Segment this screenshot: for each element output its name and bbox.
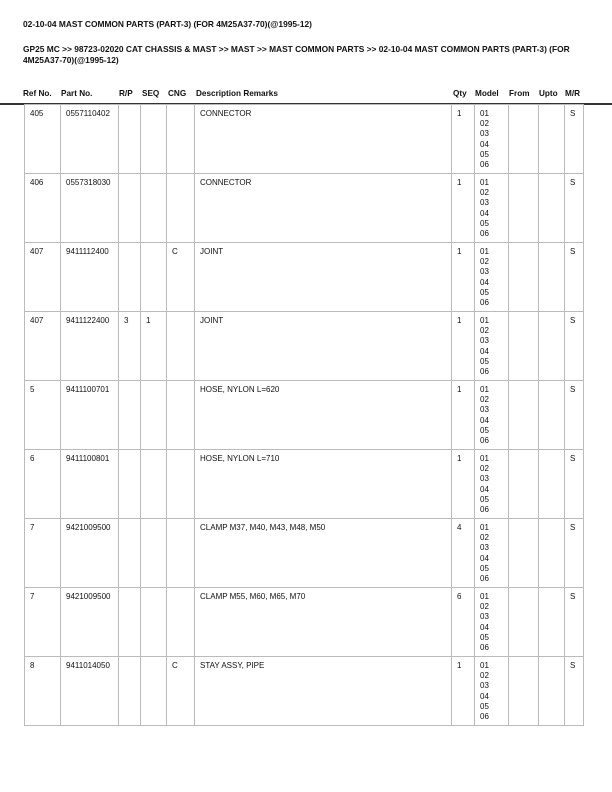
col-from: From — [509, 89, 530, 98]
page-title: 02-10-04 MAST COMMON PARTS (PART-3) (FOR 4M25A37-70)(@1995-12) — [23, 19, 312, 29]
model-code: 06 — [480, 367, 489, 377]
model-code: 01 — [480, 661, 489, 670]
cell-from — [509, 381, 539, 450]
model-code: 04 — [480, 691, 489, 701]
table-row — [25, 312, 584, 381]
cell-seq — [141, 450, 167, 519]
cell-part: 0557318030 — [61, 174, 119, 243]
model-code: 01 — [480, 316, 489, 325]
col-model: Model — [475, 89, 499, 98]
model-code: 04 — [480, 139, 489, 149]
model-code: 03 — [480, 474, 489, 484]
model-code: 04 — [480, 208, 489, 218]
model-code: 04 — [480, 415, 489, 425]
table-row — [25, 381, 584, 450]
cell-upto — [539, 519, 565, 588]
model-code: 05 — [480, 701, 489, 711]
model-code: 06 — [480, 298, 489, 308]
cell-cng: C — [167, 243, 195, 312]
cell-desc: HOSE, NYLON L=710 — [195, 450, 452, 519]
cell-from — [509, 105, 539, 174]
cell-mr: S — [565, 312, 584, 381]
model-code: 02 — [480, 257, 489, 267]
cell-ref: 6 — [25, 450, 61, 519]
cell-ref: 405 — [25, 105, 61, 174]
cell-part: 9411100701 — [61, 381, 119, 450]
cell-desc: STAY ASSY, PIPE — [195, 657, 452, 726]
breadcrumb: GP25 MC >> 98723-02020 CAT CHASSIS & MAST >> MAST >> MAST COMMON PARTS >> 02-10-04 MAST COMMON PARTS (PART-3) (FOR 4M25A37-70)(@1995-12) — [23, 44, 570, 65]
cell-rp — [119, 243, 141, 312]
col-qty: Qty — [453, 89, 467, 98]
cell-qty: 1 — [452, 312, 475, 381]
parts-table — [24, 104, 584, 726]
model-code: 05 — [480, 149, 489, 159]
cell-part: 9421009500 — [61, 519, 119, 588]
model-code: 05 — [480, 356, 489, 366]
cell-desc: JOINT — [195, 243, 452, 312]
cell-model — [475, 657, 509, 726]
cell-desc: CONNECTOR — [195, 174, 452, 243]
cell-mr: S — [565, 450, 584, 519]
cell-from — [509, 519, 539, 588]
cell-qty: 6 — [452, 588, 475, 657]
model-code: 03 — [480, 405, 489, 415]
model-code: 05 — [480, 632, 489, 642]
model-code: 01 — [480, 454, 489, 463]
cell-qty: 1 — [452, 174, 475, 243]
model-code: 01 — [480, 385, 489, 394]
model-code: 06 — [480, 574, 489, 584]
cell-cng — [167, 105, 195, 174]
cell-mr: S — [565, 174, 584, 243]
cell-desc: CLAMP M55, M60, M65, M70 — [195, 588, 452, 657]
model-code: 03 — [480, 336, 489, 346]
table-row — [25, 174, 584, 243]
model-code: 05 — [480, 287, 489, 297]
model-code: 04 — [480, 277, 489, 287]
cell-ref: 7 — [25, 519, 61, 588]
model-code: 01 — [480, 178, 489, 187]
table-row — [25, 243, 584, 312]
model-code: 01 — [480, 247, 489, 256]
model-code: 03 — [480, 129, 489, 139]
cell-seq — [141, 657, 167, 726]
model-code: 06 — [480, 160, 489, 170]
cell-cng — [167, 312, 195, 381]
model-code: 05 — [480, 218, 489, 228]
cell-qty: 1 — [452, 450, 475, 519]
cell-upto — [539, 312, 565, 381]
table-row — [25, 588, 584, 657]
cell-mr: S — [565, 519, 584, 588]
cell-seq — [141, 588, 167, 657]
cell-cng — [167, 381, 195, 450]
cell-part: 9421009500 — [61, 588, 119, 657]
model-code: 05 — [480, 563, 489, 573]
cell-cng: C — [167, 657, 195, 726]
model-code: 06 — [480, 712, 489, 722]
model-code: 06 — [480, 643, 489, 653]
model-code: 02 — [480, 464, 489, 474]
cell-from — [509, 174, 539, 243]
model-code: 02 — [480, 395, 489, 405]
model-code: 06 — [480, 229, 489, 239]
cell-rp — [119, 657, 141, 726]
cell-qty: 1 — [452, 105, 475, 174]
model-code: 04 — [480, 484, 489, 494]
cell-qty: 1 — [452, 657, 475, 726]
model-code: 03 — [480, 267, 489, 277]
cell-rp — [119, 174, 141, 243]
cell-rp — [119, 588, 141, 657]
cell-ref: 407 — [25, 243, 61, 312]
cell-ref: 7 — [25, 588, 61, 657]
model-code: 01 — [480, 592, 489, 601]
col-cng: CNG — [168, 89, 187, 98]
model-code: 01 — [480, 109, 489, 118]
cell-seq — [141, 243, 167, 312]
table-row — [25, 657, 584, 726]
cell-cng — [167, 450, 195, 519]
cell-seq — [141, 105, 167, 174]
cell-part: 9411112400 — [61, 243, 119, 312]
cell-desc: JOINT — [195, 312, 452, 381]
cell-from — [509, 588, 539, 657]
model-code: 02 — [480, 602, 489, 612]
col-desc: Description Remarks — [196, 89, 278, 98]
cell-cng — [167, 174, 195, 243]
cell-model — [475, 519, 509, 588]
col-rp: R/P — [119, 89, 133, 98]
model-code: 04 — [480, 346, 489, 356]
cell-mr: S — [565, 105, 584, 174]
model-code: 02 — [480, 188, 489, 198]
model-code: 03 — [480, 612, 489, 622]
cell-part: 0557110402 — [61, 105, 119, 174]
cell-rp — [119, 450, 141, 519]
cell-qty: 1 — [452, 381, 475, 450]
cell-model — [475, 174, 509, 243]
cell-from — [509, 312, 539, 381]
model-code: 06 — [480, 505, 489, 515]
cell-qty: 4 — [452, 519, 475, 588]
cell-model — [475, 105, 509, 174]
cell-upto — [539, 381, 565, 450]
model-code: 05 — [480, 425, 489, 435]
model-code: 04 — [480, 553, 489, 563]
cell-ref: 406 — [25, 174, 61, 243]
cell-desc: CONNECTOR — [195, 105, 452, 174]
cell-desc: CLAMP M37, M40, M43, M48, M50 — [195, 519, 452, 588]
cell-from — [509, 243, 539, 312]
cell-upto — [539, 588, 565, 657]
cell-rp — [119, 381, 141, 450]
cell-part: 9411014050 — [61, 657, 119, 726]
cell-part: 9411100801 — [61, 450, 119, 519]
table-row — [25, 450, 584, 519]
table-row — [25, 105, 584, 174]
col-seq: SEQ — [142, 89, 160, 98]
table-header — [0, 89, 612, 101]
cell-mr: S — [565, 657, 584, 726]
cell-ref: 407 — [25, 312, 61, 381]
model-code: 02 — [480, 533, 489, 543]
cell-seq — [141, 381, 167, 450]
cell-model — [475, 381, 509, 450]
model-code: 02 — [480, 326, 489, 336]
model-code: 06 — [480, 436, 489, 446]
model-code: 02 — [480, 671, 489, 681]
cell-rp — [119, 519, 141, 588]
model-code: 05 — [480, 494, 489, 504]
cell-seq: 1 — [141, 312, 167, 381]
model-code: 03 — [480, 543, 489, 553]
model-code: 03 — [480, 681, 489, 691]
cell-mr: S — [565, 243, 584, 312]
cell-qty: 1 — [452, 243, 475, 312]
cell-mr: S — [565, 381, 584, 450]
cell-upto — [539, 174, 565, 243]
model-code: 02 — [480, 119, 489, 129]
cell-mr: S — [565, 588, 584, 657]
cell-upto — [539, 450, 565, 519]
cell-upto — [539, 657, 565, 726]
cell-seq — [141, 519, 167, 588]
cell-seq — [141, 174, 167, 243]
col-mr: M/R — [565, 89, 581, 98]
cell-from — [509, 450, 539, 519]
cell-model — [475, 312, 509, 381]
cell-upto — [539, 105, 565, 174]
cell-ref: 8 — [25, 657, 61, 726]
cell-desc: HOSE, NYLON L=620 — [195, 381, 452, 450]
cell-model — [475, 588, 509, 657]
model-code: 04 — [480, 622, 489, 632]
cell-part: 9411122400 — [61, 312, 119, 381]
col-part: Part No. — [61, 89, 93, 98]
cell-rp — [119, 105, 141, 174]
model-code: 01 — [480, 523, 489, 532]
cell-from — [509, 657, 539, 726]
model-code: 03 — [480, 198, 489, 208]
cell-upto — [539, 243, 565, 312]
col-ref: Ref No. — [23, 89, 52, 98]
cell-cng — [167, 588, 195, 657]
cell-cng — [167, 519, 195, 588]
cell-model — [475, 450, 509, 519]
col-upto: Upto — [539, 89, 558, 98]
table-row — [25, 519, 584, 588]
cell-ref: 5 — [25, 381, 61, 450]
cell-model — [475, 243, 509, 312]
cell-rp: 3 — [119, 312, 141, 381]
